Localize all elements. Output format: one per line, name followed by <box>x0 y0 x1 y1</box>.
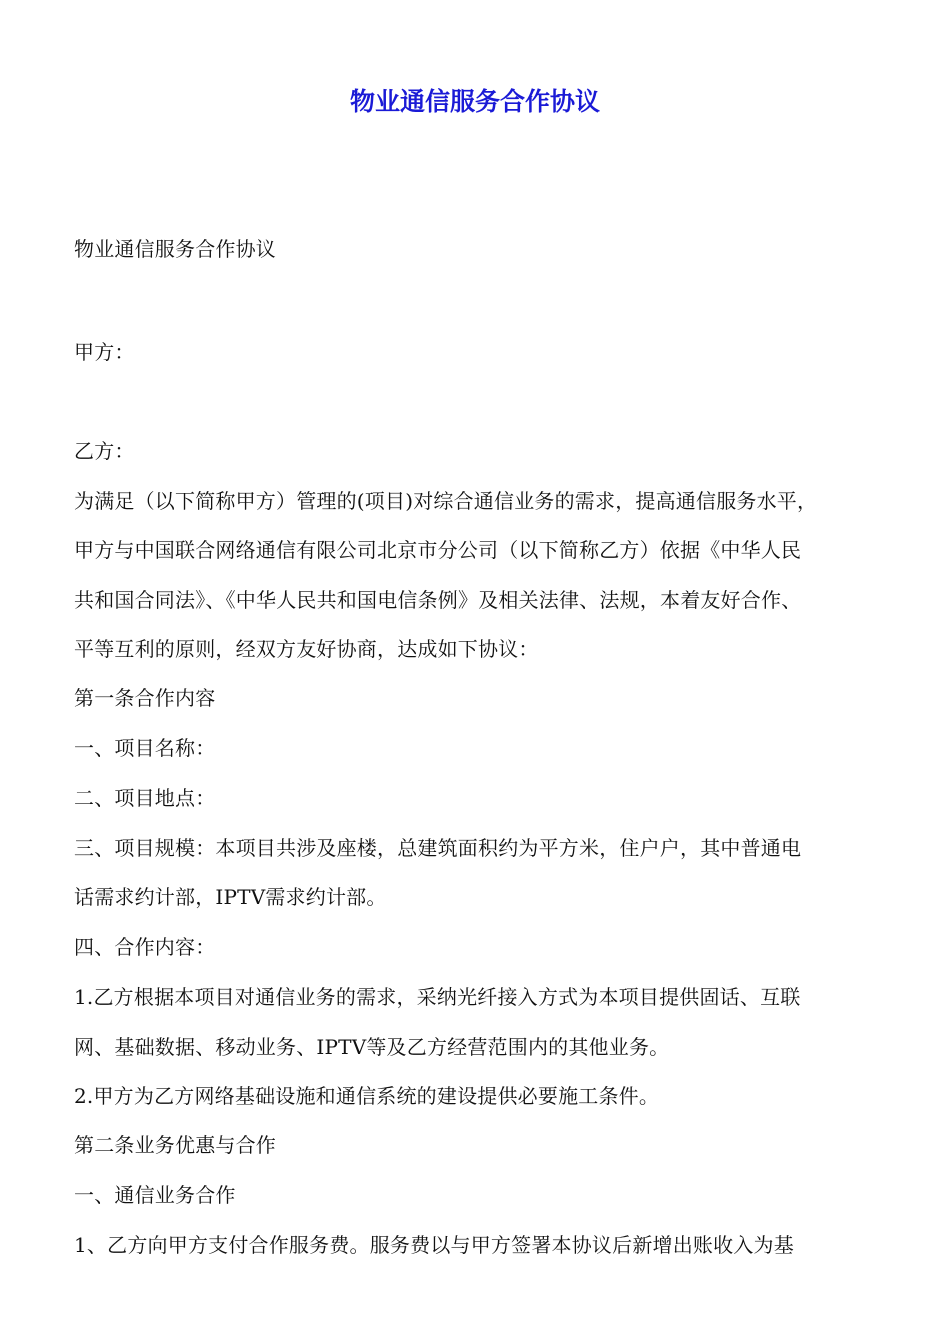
project-scale-line-1: 三、项目规模：本项目共涉及座楼，总建筑面积约为平方米，住户户，其中普通电 <box>74 836 802 860</box>
cooperation-content-heading: 四、合作内容： <box>74 935 216 959</box>
preamble-line-3: 共和国合同法》、《中华人民共和国电信条例》及相关法律、法规，本着友好合作、 <box>74 588 802 612</box>
project-location-line: 二、项目地点： <box>74 786 216 810</box>
article-2-heading: 第二条业务优惠与合作 <box>74 1133 276 1157</box>
clause-2-line: 2.甲方为乙方网络基础设施和通信系统的建设提供必要施工条件。 <box>74 1084 660 1108</box>
telecom-cooperation-heading: 一、通信业务合作 <box>74 1183 236 1207</box>
preamble-line-4: 平等互利的原则，经双方友好协商，达成如下协议： <box>74 637 539 661</box>
party-a-label: 甲方： <box>74 340 135 364</box>
preamble-line-2: 甲方与中国联合网络通信有限公司北京市分公司（以下简称乙方）依据《中华人民 <box>74 538 802 562</box>
article-1-heading: 第一条合作内容 <box>74 686 216 710</box>
project-name-line: 一、项目名称： <box>74 736 216 760</box>
agreement-heading: 物业通信服务合作协议 <box>74 237 276 261</box>
preamble-line-1: 为满足（以下简称甲方）管理的(项目)对综合通信业务的需求，提高通信服务水平， <box>74 489 818 513</box>
clause-1-line-2: 网、基础数据、移动业务、IPTV等及乙方经营范围内的其他业务。 <box>74 1035 670 1059</box>
clause-1-line-1: 1.乙方根据本项目对通信业务的需求，采纳光纤接入方式为本项目提供固话、互联 <box>74 985 801 1009</box>
project-scale-line-2: 话需求约计部，IPTV需求约计部。 <box>74 885 387 909</box>
service-fee-line: 1、乙方向甲方支付合作服务费。服务费以与甲方签署本协议后新增出账收入为基 <box>74 1233 794 1257</box>
document-title: 物业通信服务合作协议 <box>349 87 600 116</box>
party-b-label: 乙方： <box>74 439 135 463</box>
